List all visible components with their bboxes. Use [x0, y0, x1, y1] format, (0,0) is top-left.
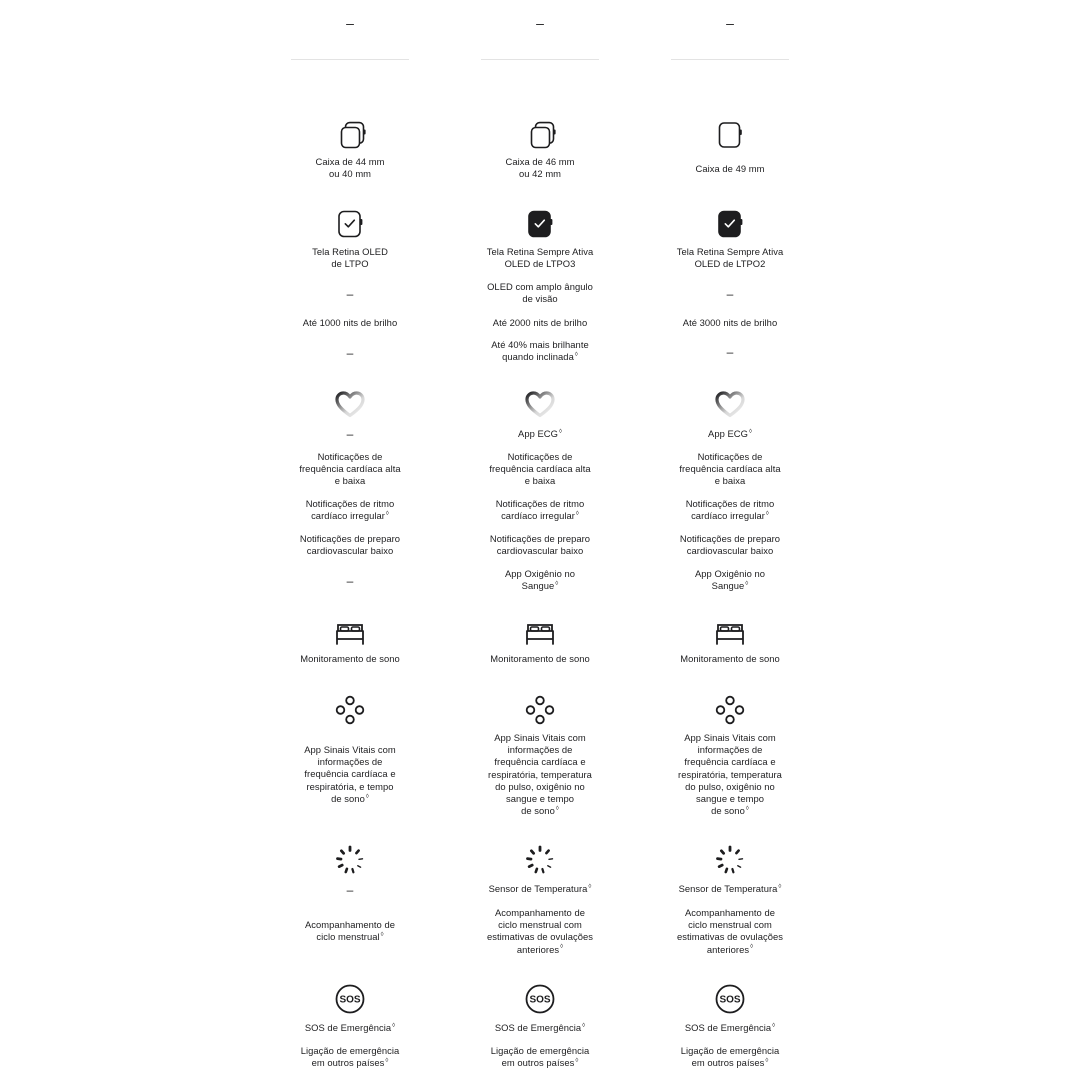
- top-dash: –: [726, 15, 734, 31]
- text-line: Sangue: [521, 580, 555, 592]
- display-type: [460, 246, 620, 270]
- irregular-rhythm-notifications: [270, 498, 430, 522]
- sos-icon: [714, 983, 746, 1015]
- footnote-mark: ◊: [555, 581, 559, 588]
- svg-text:SOS: SOS: [339, 994, 361, 1006]
- display-type: [650, 246, 810, 270]
- sleep-tracking: Monitoramento de sono: [300, 653, 400, 664]
- case-size: [270, 156, 430, 180]
- case-size: [460, 156, 620, 180]
- temperature-sensor: [460, 883, 620, 895]
- text-line: sangue e tempo: [506, 793, 574, 805]
- text-line: Notificações de ritmo: [495, 498, 585, 509]
- model-column-3: [650, 0, 810, 1080]
- ecg-app: [270, 428, 430, 440]
- text-line: App Oxigênio no: [504, 568, 576, 579]
- vitals-icon: [334, 694, 366, 726]
- cardio-fitness-notifications: [650, 533, 810, 557]
- sos-icon: [524, 983, 556, 1015]
- cycle-tracking: [460, 907, 620, 956]
- text-line: e baixa: [714, 475, 746, 487]
- heart-rate-notifications: [650, 451, 810, 488]
- cycle-tracking: [650, 907, 810, 956]
- text-line: cardiovascular baixo: [306, 545, 394, 557]
- text-line: estimativas de ovulações: [677, 931, 783, 943]
- footnote-mark: ◊: [748, 428, 752, 435]
- blood-oxygen-app: [460, 568, 620, 592]
- text-line: Notificações de ritmo: [305, 498, 395, 509]
- text-line: App Sinais Vitais com: [684, 732, 776, 743]
- wide-angle-oled: [460, 281, 620, 305]
- text-line: Sensor de Temperatura: [488, 883, 588, 894]
- text-line: Notificações de: [507, 451, 573, 462]
- irregular-rhythm-notifications: [650, 498, 810, 522]
- emergency-sos: [270, 1022, 430, 1034]
- tilt-brightness: [460, 339, 620, 363]
- footnote-mark: ◊: [772, 1022, 776, 1029]
- footnote-mark: ◊: [560, 944, 564, 951]
- text-line: –: [346, 883, 354, 897]
- footnote-mark: ◊: [380, 932, 384, 939]
- text-line: Notificações de: [697, 451, 763, 462]
- text-line: e baixa: [524, 475, 556, 487]
- emergency-sos: [650, 1022, 810, 1034]
- brightness: Até 1000 nits de brilho: [302, 317, 398, 328]
- text-line: SOS de Emergência: [684, 1022, 772, 1033]
- blood-oxygen-app: [650, 568, 810, 592]
- text-line: App ECG: [708, 428, 748, 439]
- footnote-mark: ◊: [365, 793, 369, 800]
- text-line: Tela Retina Sempre Ativa: [676, 246, 784, 257]
- text-line: em outros países: [691, 1057, 765, 1069]
- international-emergency-calling: [460, 1045, 620, 1069]
- text-line: respiratória, temperatura: [488, 768, 592, 780]
- vitals-app: [650, 732, 810, 817]
- svg-text:SOS: SOS: [719, 994, 741, 1006]
- watch-display-icon: [334, 208, 366, 240]
- footnote-mark: ◊: [575, 1058, 579, 1065]
- text-line: Notificações de preparo: [299, 533, 401, 544]
- text-line: informações de: [317, 756, 383, 768]
- heart-icon: [524, 388, 556, 420]
- cycle-tracking: [270, 919, 430, 943]
- text-line: SOS de Emergência: [304, 1022, 392, 1033]
- vitals-icon: [524, 694, 556, 726]
- text-line: App Sinais Vitais com: [494, 732, 586, 743]
- ecg-app: [650, 428, 810, 440]
- text-line: Sensor de Temperatura: [678, 883, 778, 894]
- text-line: App ECG: [518, 428, 558, 439]
- vitals-app: [270, 744, 430, 805]
- model-column-2: [460, 0, 620, 1080]
- text-line: Ligação de emergência: [680, 1045, 780, 1056]
- text-line: ciclo menstrual: [316, 931, 380, 943]
- text-line: App Oxigênio no: [694, 568, 766, 579]
- column-divider: [481, 59, 599, 60]
- display-type: [270, 246, 430, 270]
- footnote-mark: ◊: [392, 1022, 396, 1029]
- text-line: em outros países: [311, 1057, 385, 1069]
- text-line: em outros países: [501, 1057, 575, 1069]
- temperature-sensor-icon: [334, 844, 366, 876]
- footnote-mark: ◊: [558, 428, 562, 435]
- text-line: frequência cardíaca alta: [679, 463, 781, 475]
- watch-case-double-icon: [334, 119, 366, 151]
- text-line: Sangue: [711, 580, 745, 592]
- irregular-rhythm-notifications: [460, 498, 620, 522]
- temperature-sensor-icon: [714, 844, 746, 876]
- text-line: cardiovascular baixo: [496, 545, 584, 557]
- text-line: frequência cardíaca e: [304, 768, 396, 780]
- brightness: Até 2000 nits de brilho: [492, 317, 588, 328]
- footnote-mark: ◊: [750, 944, 754, 951]
- bed-icon: [334, 617, 366, 649]
- text-line: Tela Retina OLED: [312, 246, 388, 257]
- temperature-sensor-icon: [524, 844, 556, 876]
- text-line: frequência cardíaca e: [494, 756, 586, 768]
- text-line: Até 40% mais brilhante: [491, 339, 589, 350]
- text-line: cardíaco irregular: [691, 510, 765, 522]
- text-line: ciclo menstrual com: [688, 919, 772, 931]
- column-divider: [291, 59, 409, 60]
- text-line: de visão: [522, 293, 558, 305]
- text-line: frequência cardíaca e: [684, 756, 776, 768]
- bed-icon: [714, 617, 746, 649]
- text-line: Tela Retina Sempre Ativa: [486, 246, 594, 257]
- footnote-mark: ◊: [765, 1058, 769, 1065]
- text-line: informações de: [697, 744, 763, 756]
- international-emergency-calling: [270, 1045, 430, 1069]
- text-line: SOS de Emergência: [494, 1022, 582, 1033]
- international-emergency-calling: [650, 1045, 810, 1069]
- heart-icon: [714, 388, 746, 420]
- text-line: frequência cardíaca alta: [299, 463, 401, 475]
- top-dash: –: [346, 15, 354, 31]
- blood-oxygen-app: [270, 575, 430, 587]
- wide-angle-oled: [270, 288, 430, 300]
- column-divider: [671, 59, 789, 60]
- text-line: ou 40 mm: [328, 168, 372, 180]
- text-line: –: [346, 287, 354, 301]
- text-line: cardiovascular baixo: [686, 545, 774, 557]
- text-line: frequência cardíaca alta: [489, 463, 591, 475]
- watch-case-single-icon: [714, 119, 746, 151]
- text-line: de sono: [711, 805, 745, 817]
- text-line: OLED de LTPO3: [504, 258, 576, 270]
- text-line: cardíaco irregular: [311, 510, 385, 522]
- model-column-1: [270, 0, 430, 1080]
- text-line: respiratória, e tempo: [306, 780, 394, 792]
- watch-display-icon: [714, 208, 746, 240]
- text-line: Ligação de emergência: [300, 1045, 400, 1056]
- footnote-mark: ◊: [745, 806, 749, 813]
- text-line: Caixa de 44 mm: [315, 156, 385, 167]
- text-line: –: [726, 345, 734, 359]
- heart-rate-notifications: [270, 451, 430, 488]
- sos-icon: [334, 983, 366, 1015]
- text-line: de LTPO: [331, 258, 369, 270]
- text-line: estimativas de ovulações: [487, 931, 593, 943]
- footnote-mark: ◊: [778, 883, 782, 890]
- text-line: OLED de LTPO2: [694, 258, 766, 270]
- text-line: Notificações de ritmo: [685, 498, 775, 509]
- footnote-mark: ◊: [765, 511, 769, 518]
- heart-icon: [334, 388, 366, 420]
- text-line: Ligação de emergência: [490, 1045, 590, 1056]
- text-line: App Sinais Vitais com: [304, 744, 396, 755]
- text-line: Notificações de: [317, 451, 383, 462]
- tilt-brightness: [650, 346, 810, 358]
- text-line: Acompanhamento de: [495, 907, 585, 918]
- footnote-mark: ◊: [574, 352, 578, 359]
- text-line: cardíaco irregular: [501, 510, 575, 522]
- text-line: Acompanhamento de: [305, 919, 395, 930]
- text-line: –: [346, 574, 354, 588]
- wide-angle-oled: [650, 288, 810, 300]
- text-line: de sono: [521, 805, 555, 817]
- bed-icon: [524, 617, 556, 649]
- sleep-tracking: Monitoramento de sono: [490, 653, 590, 664]
- watch-case-double-icon: [524, 119, 556, 151]
- temperature-sensor: [270, 884, 430, 896]
- footnote-mark: ◊: [745, 581, 749, 588]
- emergency-sos: [460, 1022, 620, 1034]
- ecg-app: [460, 428, 620, 440]
- vitals-icon: [714, 694, 746, 726]
- footnote-mark: ◊: [385, 511, 389, 518]
- sleep-tracking: Monitoramento de sono: [680, 653, 780, 664]
- footnote-mark: ◊: [582, 1022, 586, 1029]
- text-line: informações de: [507, 744, 573, 756]
- text-line: Caixa de 49 mm: [695, 163, 765, 174]
- tilt-brightness: [270, 347, 430, 359]
- text-line: do pulso, oxigênio no: [685, 780, 775, 792]
- heart-rate-notifications: [460, 451, 620, 488]
- text-line: e baixa: [334, 475, 366, 487]
- vitals-app: [460, 732, 620, 817]
- cardio-fitness-notifications: [460, 533, 620, 557]
- text-line: anteriores: [516, 943, 560, 955]
- top-dash: –: [536, 15, 544, 31]
- text-line: sangue e tempo: [696, 793, 764, 805]
- text-line: ciclo menstrual com: [498, 919, 582, 931]
- text-line: anteriores: [706, 943, 750, 955]
- text-line: Notificações de preparo: [489, 533, 591, 544]
- text-line: Acompanhamento de: [685, 907, 775, 918]
- watch-display-icon: [524, 208, 556, 240]
- svg-text:SOS: SOS: [529, 994, 551, 1006]
- text-line: ou 42 mm: [518, 168, 562, 180]
- text-line: –: [346, 427, 354, 441]
- text-line: –: [346, 346, 354, 360]
- case-size: [650, 163, 810, 175]
- text-line: quando inclinada: [502, 351, 574, 363]
- brightness: Até 3000 nits de brilho: [682, 317, 778, 328]
- cardio-fitness-notifications: [270, 533, 430, 557]
- footnote-mark: ◊: [588, 883, 592, 890]
- temperature-sensor: [650, 883, 810, 895]
- text-line: OLED com amplo ângulo: [487, 281, 593, 292]
- footnote-mark: ◊: [555, 806, 559, 813]
- text-line: de sono: [331, 792, 365, 804]
- text-line: Notificações de preparo: [679, 533, 781, 544]
- text-line: do pulso, oxigênio no: [495, 780, 585, 792]
- text-line: –: [726, 287, 734, 301]
- text-line: respiratória, temperatura: [678, 768, 782, 780]
- footnote-mark: ◊: [385, 1058, 389, 1065]
- text-line: Caixa de 46 mm: [505, 156, 575, 167]
- footnote-mark: ◊: [575, 511, 579, 518]
